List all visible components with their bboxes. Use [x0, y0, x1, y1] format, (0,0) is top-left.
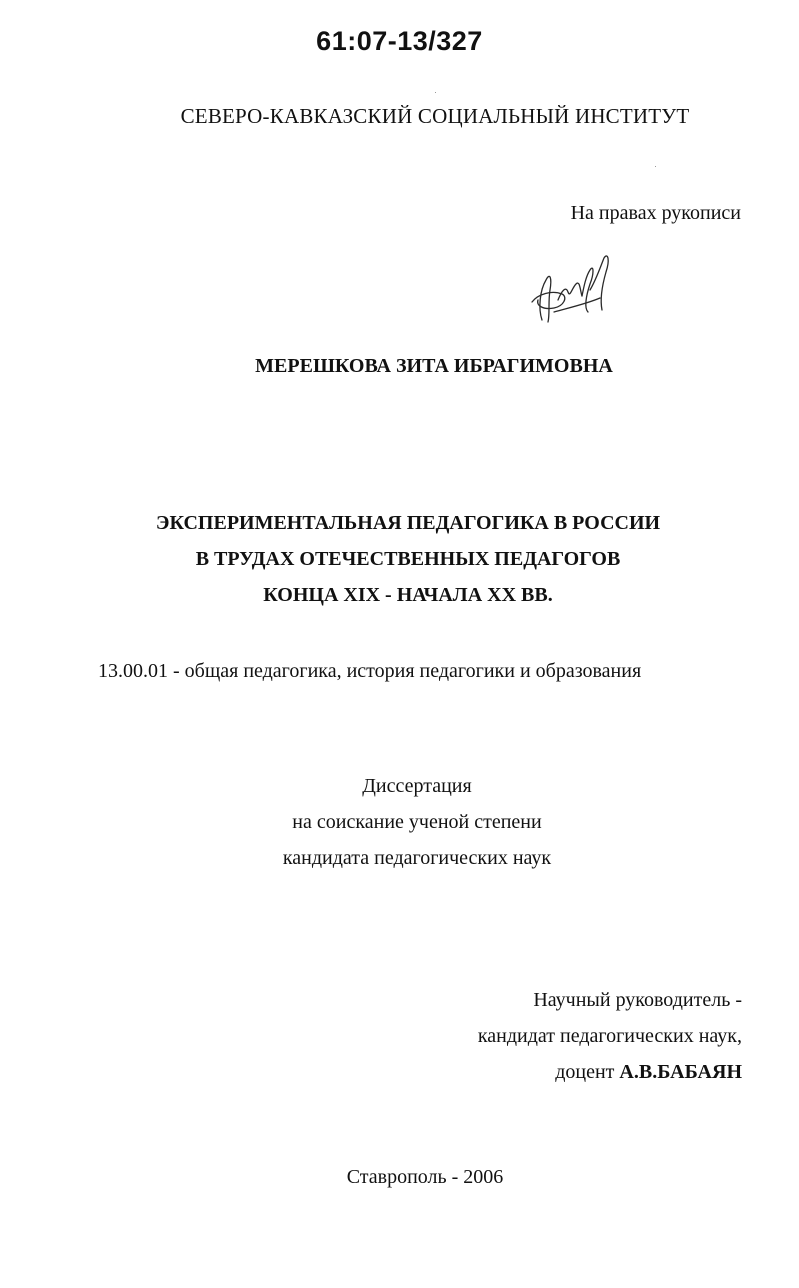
degree-line: Диссертация [362, 775, 472, 797]
scan-speck [435, 92, 436, 93]
degree-line: кандидата педагогических наук [282, 847, 552, 869]
institution-name: СЕВЕРО-КАВКАЗСКИЙ СОЦИАЛЬНЫЙ ИНСТИТУТ [180, 104, 690, 128]
degree-line: на соискание ученой степени [292, 811, 542, 833]
title-line: ЭКСПЕРИМЕНТАЛЬНАЯ ПЕДАГОГИКА В РОССИИ [155, 512, 661, 534]
catalog-number: 61:07-13/327 [316, 26, 483, 56]
scan-speck [655, 166, 656, 167]
title-line: КОНЦА XIX - НАЧАЛА XX ВВ. [263, 584, 553, 606]
specialty-code: 13.00.01 - общая педагогика, история педагогики и образования [98, 660, 642, 682]
supervisor-name-line [478, 1054, 742, 1090]
supervisor-info [478, 982, 742, 1090]
title-line: В ТРУДАХ ОТЕЧЕСТВЕННЫХ ПЕДАГОГОВ [195, 548, 621, 570]
handwritten-signature [528, 250, 618, 324]
supervisor-position: доцент [555, 1061, 615, 1083]
dissertation-title [0, 505, 799, 613]
rights-note: На правах рукописи [570, 202, 741, 224]
supervisor-degree: кандидат педагогических наук, [477, 1025, 742, 1047]
degree-statement [0, 768, 799, 876]
city-year: Ставрополь - 2006 [346, 1166, 504, 1188]
author-name: МЕРЕШКОВА ЗИТА ИБРАГИМОВНА [255, 355, 613, 377]
supervisor-role: Научный руководитель - [533, 989, 742, 1011]
supervisor-name: А.В.БАБАЯН [619, 1061, 742, 1083]
